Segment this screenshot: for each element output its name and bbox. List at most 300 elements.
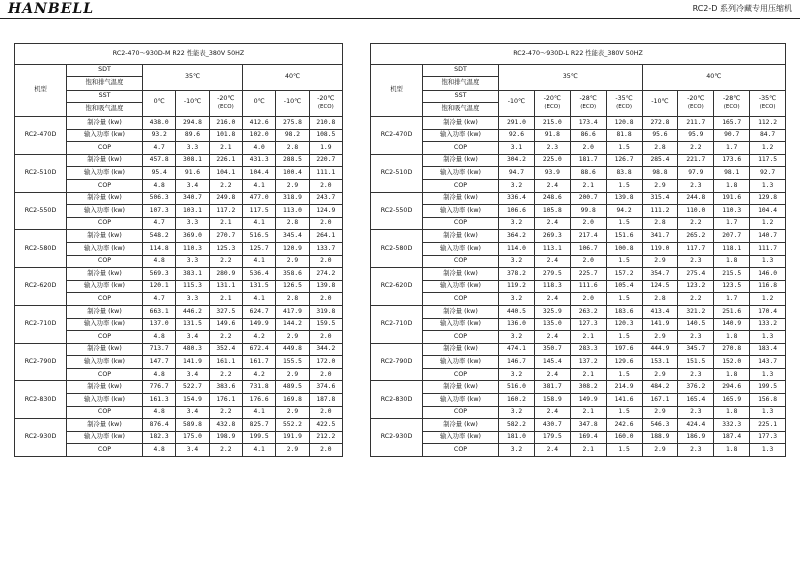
data-cell: 1.8 bbox=[714, 255, 750, 268]
sst-column-header bbox=[209, 91, 242, 117]
data-cell: 2.3 bbox=[678, 406, 714, 419]
data-cell: 294.6 bbox=[714, 381, 750, 394]
table-row bbox=[15, 192, 343, 205]
data-cell: 474.1 bbox=[499, 343, 535, 356]
row-label: 制冷量 (kw) bbox=[67, 419, 143, 432]
row-label: COP bbox=[67, 368, 143, 381]
data-cell: 226.1 bbox=[209, 154, 242, 167]
data-cell: 3.4 bbox=[176, 179, 209, 192]
model-name: RC2-620D bbox=[371, 268, 423, 306]
table-row bbox=[371, 167, 786, 180]
sst-temperature: -35℃ bbox=[615, 95, 633, 103]
data-cell: 154.9 bbox=[176, 394, 209, 407]
data-cell: 1.7 bbox=[714, 142, 750, 155]
data-cell: 98.8 bbox=[642, 167, 678, 180]
data-cell: 100.8 bbox=[606, 242, 642, 255]
data-cell: 582.2 bbox=[499, 419, 535, 432]
data-cell: 123.5 bbox=[714, 280, 750, 293]
data-cell: 165.9 bbox=[714, 394, 750, 407]
data-cell: 417.9 bbox=[276, 305, 309, 318]
data-cell: 137.0 bbox=[143, 318, 176, 331]
data-cell: 92.7 bbox=[750, 167, 786, 180]
sst-label: SST bbox=[67, 91, 143, 103]
data-cell: 1.5 bbox=[606, 406, 642, 419]
data-cell: 215.5 bbox=[714, 268, 750, 281]
data-cell: 480.3 bbox=[176, 343, 209, 356]
data-cell: 275.8 bbox=[276, 117, 309, 130]
row-label: 制冷量 (kw) bbox=[423, 343, 499, 356]
data-cell: 181.0 bbox=[499, 431, 535, 444]
data-cell: 1.2 bbox=[750, 142, 786, 155]
data-cell: 156.8 bbox=[750, 394, 786, 407]
row-label: 输入功率 (kw) bbox=[423, 318, 499, 331]
table-row bbox=[371, 154, 786, 167]
model-name: RC2-790D bbox=[15, 343, 67, 381]
table-row bbox=[15, 305, 343, 318]
data-cell: 212.2 bbox=[309, 431, 342, 444]
data-cell: 126.7 bbox=[606, 154, 642, 167]
data-cell: 4.1 bbox=[242, 444, 275, 457]
data-cell: 243.7 bbox=[309, 192, 342, 205]
data-cell: 2.9 bbox=[276, 444, 309, 457]
data-cell: 2.9 bbox=[276, 406, 309, 419]
data-cell: 94.2 bbox=[606, 205, 642, 218]
data-cell: 374.6 bbox=[309, 381, 342, 394]
row-label: 制冷量 (kw) bbox=[67, 268, 143, 281]
data-cell: 104.1 bbox=[209, 167, 242, 180]
data-cell: 117.5 bbox=[242, 205, 275, 218]
data-cell: 344.2 bbox=[309, 343, 342, 356]
data-cell: 2.4 bbox=[534, 179, 570, 192]
data-cell: 3.2 bbox=[499, 217, 535, 230]
data-cell: 3.2 bbox=[499, 179, 535, 192]
table-row bbox=[371, 444, 786, 457]
data-cell: 161.3 bbox=[143, 394, 176, 407]
data-cell: 438.0 bbox=[143, 117, 176, 130]
row-label: 制冷量 (kw) bbox=[423, 268, 499, 281]
row-label: COP bbox=[423, 368, 499, 381]
data-cell: 2.3 bbox=[678, 179, 714, 192]
table-row bbox=[371, 217, 786, 230]
sst-column-header bbox=[176, 91, 209, 117]
sdt-label: SDT bbox=[423, 65, 499, 77]
data-cell: 354.7 bbox=[642, 268, 678, 281]
data-cell: 110.3 bbox=[176, 242, 209, 255]
table-title: RC2-470～930D-M R22 性能表_380V 50HZ bbox=[15, 44, 343, 65]
data-cell: 167.1 bbox=[642, 394, 678, 407]
data-cell: 1.3 bbox=[750, 444, 786, 457]
table-row bbox=[371, 381, 786, 394]
data-cell: 146.7 bbox=[499, 356, 535, 369]
data-cell: 1.9 bbox=[309, 142, 342, 155]
data-cell: 2.2 bbox=[209, 179, 242, 192]
data-cell: 225.7 bbox=[570, 268, 606, 281]
data-cell: 159.5 bbox=[309, 318, 342, 331]
row-label: 输入功率 (kw) bbox=[423, 205, 499, 218]
eco-tag: (ECO) bbox=[544, 104, 561, 111]
table-row bbox=[371, 343, 786, 356]
data-cell: 145.4 bbox=[534, 356, 570, 369]
row-label: 输入功率 (kw) bbox=[67, 394, 143, 407]
data-cell: 1.8 bbox=[714, 331, 750, 344]
data-cell: 93.9 bbox=[534, 167, 570, 180]
discharge-temp-label: 饱和排气温度 bbox=[67, 77, 143, 91]
table-row bbox=[371, 419, 786, 432]
data-cell: 2.2 bbox=[209, 255, 242, 268]
data-cell: 101.8 bbox=[209, 129, 242, 142]
suction-temp-label: 饱和吸气温度 bbox=[67, 103, 143, 117]
data-cell: 347.8 bbox=[570, 419, 606, 432]
data-cell: 364.2 bbox=[499, 230, 535, 243]
data-cell: 126.5 bbox=[276, 280, 309, 293]
data-cell: 160.0 bbox=[606, 431, 642, 444]
sst-column-header bbox=[276, 91, 309, 117]
data-cell: 270.7 bbox=[209, 230, 242, 243]
data-cell: 2.8 bbox=[642, 293, 678, 306]
data-cell: 336.4 bbox=[499, 192, 535, 205]
data-cell: 2.8 bbox=[642, 217, 678, 230]
row-label: COP bbox=[423, 293, 499, 306]
row-label: 输入功率 (kw) bbox=[423, 431, 499, 444]
data-cell: 2.8 bbox=[276, 293, 309, 306]
data-cell: 200.7 bbox=[570, 192, 606, 205]
data-cell: 152.0 bbox=[714, 356, 750, 369]
data-cell: 624.7 bbox=[242, 305, 275, 318]
model-name: RC2-470D bbox=[371, 117, 423, 155]
data-cell: 274.2 bbox=[309, 268, 342, 281]
eco-tag: (ECO) bbox=[687, 104, 704, 111]
data-cell: 107.3 bbox=[143, 205, 176, 218]
data-cell: 111.7 bbox=[750, 242, 786, 255]
data-cell: 446.2 bbox=[176, 305, 209, 318]
data-cell: 4.8 bbox=[143, 179, 176, 192]
data-cell: 2.0 bbox=[309, 331, 342, 344]
data-cell: 151.5 bbox=[678, 356, 714, 369]
sst-column-header bbox=[678, 91, 714, 117]
data-cell: 105.8 bbox=[534, 205, 570, 218]
table-row bbox=[371, 230, 786, 243]
model-header: 机型 bbox=[15, 65, 67, 117]
data-cell: 2.1 bbox=[570, 406, 606, 419]
data-cell: 81.8 bbox=[606, 129, 642, 142]
data-cell: 182.3 bbox=[143, 431, 176, 444]
row-label: 输入功率 (kw) bbox=[67, 242, 143, 255]
eco-tag: (ECO) bbox=[616, 104, 633, 111]
data-cell: 315.4 bbox=[642, 192, 678, 205]
data-cell: 294.8 bbox=[176, 117, 209, 130]
data-cell: 119.0 bbox=[642, 242, 678, 255]
data-cell: 4.0 bbox=[242, 142, 275, 155]
data-cell: 4.8 bbox=[143, 255, 176, 268]
sst-label: SST bbox=[423, 91, 499, 103]
data-cell: 4.8 bbox=[143, 368, 176, 381]
row-label: 输入功率 (kw) bbox=[423, 394, 499, 407]
data-cell: 2.2 bbox=[209, 444, 242, 457]
data-cell: 413.4 bbox=[642, 305, 678, 318]
table-row bbox=[15, 230, 343, 243]
data-cell: 94.7 bbox=[499, 167, 535, 180]
data-cell: 125.7 bbox=[242, 242, 275, 255]
data-cell: 210.8 bbox=[309, 117, 342, 130]
sst-column-header bbox=[714, 91, 750, 117]
data-cell: 444.9 bbox=[642, 343, 678, 356]
data-cell: 129.8 bbox=[750, 192, 786, 205]
data-cell: 181.7 bbox=[570, 154, 606, 167]
model-name: RC2-550D bbox=[371, 192, 423, 230]
data-cell: 3.4 bbox=[176, 406, 209, 419]
data-cell: 1.8 bbox=[714, 406, 750, 419]
model-name: RC2-510D bbox=[15, 154, 67, 192]
data-cell: 2.9 bbox=[642, 331, 678, 344]
row-label: 输入功率 (kw) bbox=[67, 205, 143, 218]
row-label: 制冷量 (kw) bbox=[67, 381, 143, 394]
data-cell: 2.2 bbox=[678, 217, 714, 230]
data-cell: 84.7 bbox=[750, 129, 786, 142]
data-cell: 112.2 bbox=[750, 117, 786, 130]
data-cell: 116.8 bbox=[750, 280, 786, 293]
data-cell: 131.5 bbox=[176, 318, 209, 331]
data-cell: 2.9 bbox=[642, 255, 678, 268]
data-cell: 489.5 bbox=[276, 381, 309, 394]
row-label: 制冷量 (kw) bbox=[67, 192, 143, 205]
data-cell: 2.1 bbox=[570, 368, 606, 381]
data-cell: 151.6 bbox=[606, 230, 642, 243]
data-cell: 113.1 bbox=[534, 242, 570, 255]
data-cell: 663.1 bbox=[143, 305, 176, 318]
data-cell: 3.1 bbox=[499, 142, 535, 155]
data-cell: 1.8 bbox=[714, 444, 750, 457]
data-cell: 187.8 bbox=[309, 394, 342, 407]
row-label: 输入功率 (kw) bbox=[67, 431, 143, 444]
data-cell: 225.1 bbox=[750, 419, 786, 432]
data-cell: 431.3 bbox=[242, 154, 275, 167]
data-cell: 90.7 bbox=[714, 129, 750, 142]
data-cell: 111.6 bbox=[570, 280, 606, 293]
data-cell: 1.5 bbox=[606, 368, 642, 381]
sst-temperature: -28℃ bbox=[723, 95, 741, 103]
data-cell: 319.8 bbox=[309, 305, 342, 318]
data-cell: 2.9 bbox=[276, 179, 309, 192]
eco-tag: (ECO) bbox=[317, 104, 334, 111]
data-cell: 149.9 bbox=[242, 318, 275, 331]
data-cell: 117.2 bbox=[209, 205, 242, 218]
data-cell: 345.7 bbox=[678, 343, 714, 356]
sst-column-header bbox=[570, 91, 606, 117]
table-row bbox=[371, 179, 786, 192]
data-cell: 548.2 bbox=[143, 230, 176, 243]
row-label: 输入功率 (kw) bbox=[423, 167, 499, 180]
data-cell: 2.0 bbox=[309, 179, 342, 192]
data-cell: 2.8 bbox=[642, 142, 678, 155]
data-cell: 119.2 bbox=[499, 280, 535, 293]
data-cell: 350.7 bbox=[534, 343, 570, 356]
data-cell: 97.9 bbox=[678, 167, 714, 180]
data-cell: 2.2 bbox=[209, 368, 242, 381]
data-cell: 207.7 bbox=[714, 230, 750, 243]
data-cell: 2.9 bbox=[642, 179, 678, 192]
data-cell: 191.9 bbox=[276, 431, 309, 444]
data-cell: 264.1 bbox=[309, 230, 342, 243]
data-cell: 117.7 bbox=[678, 242, 714, 255]
row-label: 制冷量 (kw) bbox=[423, 419, 499, 432]
data-cell: 88.6 bbox=[570, 167, 606, 180]
table-row bbox=[371, 331, 786, 344]
eco-tag: (ECO) bbox=[723, 104, 740, 111]
data-cell: 522.7 bbox=[176, 381, 209, 394]
data-cell: 139.8 bbox=[309, 280, 342, 293]
data-cell: 197.6 bbox=[606, 343, 642, 356]
data-cell: 146.0 bbox=[750, 268, 786, 281]
table-row bbox=[15, 419, 343, 432]
data-cell: 129.6 bbox=[606, 356, 642, 369]
data-cell: 2.4 bbox=[534, 444, 570, 457]
eco-tag: (ECO) bbox=[217, 104, 234, 111]
data-cell: 120.3 bbox=[606, 318, 642, 331]
data-cell: 120.9 bbox=[276, 242, 309, 255]
data-cell: 124.9 bbox=[309, 205, 342, 218]
data-cell: 158.9 bbox=[534, 394, 570, 407]
data-cell: 440.5 bbox=[499, 305, 535, 318]
row-label: COP bbox=[423, 331, 499, 344]
data-cell: 378.2 bbox=[499, 268, 535, 281]
model-name: RC2-710D bbox=[371, 305, 423, 343]
data-cell: 169.8 bbox=[276, 394, 309, 407]
data-cell: 161.1 bbox=[209, 356, 242, 369]
data-cell: 140.9 bbox=[714, 318, 750, 331]
sdt-temperature: 35℃ bbox=[143, 65, 243, 91]
data-cell: 291.0 bbox=[499, 117, 535, 130]
data-cell: 2.8 bbox=[276, 217, 309, 230]
data-cell: 327.5 bbox=[209, 305, 242, 318]
sst-temperature: -20℃ bbox=[543, 95, 561, 103]
data-cell: 3.2 bbox=[499, 293, 535, 306]
data-cell: 4.1 bbox=[242, 406, 275, 419]
row-label: COP bbox=[67, 255, 143, 268]
data-cell: 2.0 bbox=[570, 293, 606, 306]
data-cell: 86.6 bbox=[570, 129, 606, 142]
data-cell: 2.9 bbox=[276, 331, 309, 344]
data-cell: 117.5 bbox=[750, 154, 786, 167]
data-cell: 113.0 bbox=[276, 205, 309, 218]
data-cell: 825.7 bbox=[242, 419, 275, 432]
data-cell: 381.7 bbox=[534, 381, 570, 394]
data-cell: 211.7 bbox=[678, 117, 714, 130]
data-cell: 1.8 bbox=[714, 179, 750, 192]
data-cell: 412.6 bbox=[242, 117, 275, 130]
data-cell: 552.2 bbox=[276, 419, 309, 432]
data-cell: 216.0 bbox=[209, 117, 242, 130]
sst-temperature: -20℃ bbox=[687, 95, 705, 103]
data-cell: 136.0 bbox=[499, 318, 535, 331]
data-cell: 2.4 bbox=[534, 331, 570, 344]
data-cell: 2.0 bbox=[570, 255, 606, 268]
sst-temperature: -10℃ bbox=[651, 97, 669, 105]
table-row bbox=[371, 142, 786, 155]
row-label: COP bbox=[67, 331, 143, 344]
sst-column-header bbox=[499, 91, 535, 117]
data-cell: 270.8 bbox=[714, 343, 750, 356]
data-cell: 3.2 bbox=[499, 368, 535, 381]
data-cell: 114.8 bbox=[143, 242, 176, 255]
data-cell: 199.5 bbox=[750, 381, 786, 394]
table-row bbox=[371, 305, 786, 318]
row-label: 制冷量 (kw) bbox=[67, 230, 143, 243]
data-cell: 2.0 bbox=[309, 406, 342, 419]
data-cell: 308.1 bbox=[176, 154, 209, 167]
data-cell: 318.9 bbox=[276, 192, 309, 205]
data-cell: 110.3 bbox=[714, 205, 750, 218]
table-row bbox=[371, 293, 786, 306]
row-label: COP bbox=[423, 406, 499, 419]
data-cell: 383.6 bbox=[209, 381, 242, 394]
data-cell: 172.0 bbox=[309, 356, 342, 369]
sdt-temperature: 35℃ bbox=[499, 65, 643, 91]
data-cell: 100.4 bbox=[276, 167, 309, 180]
data-cell: 2.0 bbox=[309, 444, 342, 457]
data-cell: 118.3 bbox=[534, 280, 570, 293]
data-cell: 2.3 bbox=[534, 142, 570, 155]
data-cell: 269.3 bbox=[534, 230, 570, 243]
row-label: 制冷量 (kw) bbox=[423, 305, 499, 318]
data-cell: 102.0 bbox=[242, 129, 275, 142]
data-cell: 4.7 bbox=[143, 293, 176, 306]
table-row bbox=[371, 205, 786, 218]
data-cell: 3.3 bbox=[176, 255, 209, 268]
data-cell: 1.5 bbox=[606, 179, 642, 192]
data-cell: 1.5 bbox=[606, 293, 642, 306]
sst-temperature: -10℃ bbox=[183, 97, 202, 105]
data-cell: 457.8 bbox=[143, 154, 176, 167]
table-row bbox=[371, 242, 786, 255]
data-cell: 449.8 bbox=[276, 343, 309, 356]
row-label: 输入功率 (kw) bbox=[67, 318, 143, 331]
eco-tag: (ECO) bbox=[759, 104, 776, 111]
data-cell: 3.3 bbox=[176, 293, 209, 306]
table-row bbox=[371, 318, 786, 331]
data-cell: 1.3 bbox=[750, 179, 786, 192]
row-label: 制冷量 (kw) bbox=[423, 154, 499, 167]
data-cell: 120.1 bbox=[143, 280, 176, 293]
data-cell: 183.4 bbox=[750, 343, 786, 356]
data-cell: 198.9 bbox=[209, 431, 242, 444]
sst-column-header bbox=[242, 91, 275, 117]
data-cell: 221.7 bbox=[678, 154, 714, 167]
data-cell: 93.2 bbox=[143, 129, 176, 142]
data-cell: 516.0 bbox=[499, 381, 535, 394]
data-cell: 2.1 bbox=[570, 179, 606, 192]
row-label: 输入功率 (kw) bbox=[67, 129, 143, 142]
data-cell: 2.0 bbox=[570, 142, 606, 155]
model-name: RC2-580D bbox=[15, 230, 67, 268]
data-cell: 358.6 bbox=[276, 268, 309, 281]
data-cell: 179.5 bbox=[534, 431, 570, 444]
row-label: 制冷量 (kw) bbox=[67, 343, 143, 356]
discharge-temp-label: 饱和排气温度 bbox=[423, 77, 499, 91]
data-cell: 2.3 bbox=[678, 444, 714, 457]
data-cell: 308.2 bbox=[570, 381, 606, 394]
performance-table bbox=[14, 43, 343, 457]
data-cell: 147.7 bbox=[143, 356, 176, 369]
row-label: 输入功率 (kw) bbox=[423, 356, 499, 369]
data-cell: 546.3 bbox=[642, 419, 678, 432]
data-cell: 2.1 bbox=[570, 331, 606, 344]
row-label: 制冷量 (kw) bbox=[423, 192, 499, 205]
data-cell: 4.8 bbox=[143, 331, 176, 344]
table-row bbox=[371, 394, 786, 407]
table-row bbox=[371, 368, 786, 381]
data-cell: 304.2 bbox=[499, 154, 535, 167]
data-cell: 4.2 bbox=[242, 368, 275, 381]
